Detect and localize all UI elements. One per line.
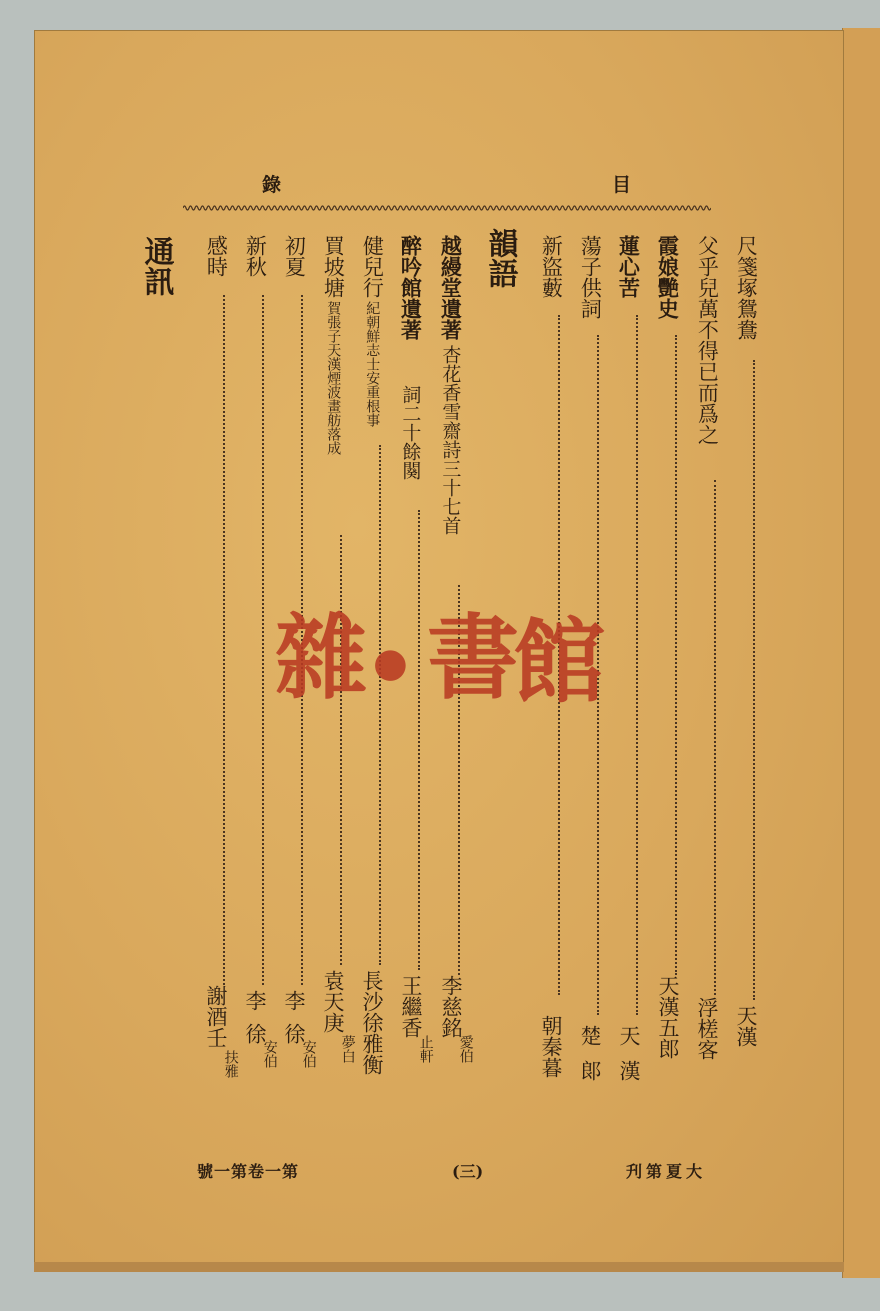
wavy-divider [183,203,711,213]
adjacent-page-edge [842,28,880,1278]
footer-publication: 刋第夏大 [626,1162,707,1181]
entry-author-style-name: 扶雅 [222,1050,239,1078]
toc-entry [618,235,654,1105]
toc-entry [657,235,693,1105]
entry-author: 李徐 [282,990,307,1056]
entry-title: 越縵堂遺著 [438,235,464,340]
entry-author: 天漢五郎 [656,975,681,1059]
leader-dots [753,360,755,1000]
entry-subtitle: 紀朝鮮志士安重根事 [364,301,381,427]
entry-author-style-name: 安伯 [300,1040,317,1068]
entry-title: 初夏 [282,235,307,277]
entry-author: 李慈銘 [439,975,464,1038]
entry-title: 蕩子供詞 [578,235,603,319]
leader-dots [714,480,716,995]
entry-title: 尺箋塚鴛鴦 [734,235,759,340]
footer-issue: 號一第卷一第 [197,1162,300,1181]
header-left: 錄 [262,174,282,196]
entry-author: 楚郞 [578,1025,603,1095]
toc-entry [205,235,241,1105]
header-right: 目 [612,174,632,196]
entry-title: 霞娘艷史 [655,235,681,319]
entry-author: 天漢 [617,1025,642,1095]
entry-title: 感時 [204,235,229,277]
entry-author: 李徐 [243,990,268,1056]
entry-title: 新秋 [243,235,268,277]
entry-author: 朝秦暮 [539,1015,564,1078]
entry-title: 買坡塘 [321,235,346,298]
entry-title: 新盜藪 [539,235,564,298]
page-bottom-edge [34,1262,844,1272]
entry-subtitle: 賀張子天漢煙波畫舫落成 [325,301,342,455]
stamp-char-2: 書 [427,604,520,712]
stamp-char-1: 雜 [275,604,368,712]
stamp-dot: ● [373,639,408,686]
entry-title: 蓮心苦 [616,235,642,298]
footer-page-number: (三) [452,1162,484,1181]
entry-title: 醉吟館遺著 [398,235,424,340]
entry-subtitle: 詞二十餘闋 [399,385,422,480]
stamp-char-3: 館 [513,608,605,716]
entry-author-style-name: 止軒 [417,1035,434,1063]
leader-dots [262,295,264,985]
entry-author: 王繼香 [399,975,424,1038]
leader-dots [223,295,225,985]
entry-author-style-name: 夢白 [339,1035,356,1063]
leader-dots [675,335,677,975]
section-heading-tongxun: 通訊 [138,236,174,296]
section-heading-yunyu: 韻語 [482,228,518,288]
entry-title: 父乎兒萬不得已而爲之 [695,235,720,445]
toc-entry [696,235,732,1105]
entry-author-style-name: 愛伯 [457,1035,474,1063]
entry-title: 健兒行 [360,235,385,298]
entry-author: 袁天庚 [321,970,346,1033]
entry-author: 長沙徐雅衡 [360,970,385,1075]
leader-dots [636,315,638,1015]
library-stamp [275,598,605,718]
entry-author: 浮槎客 [695,997,720,1060]
entry-subtitle: 杏花香雪齋詩三十七首 [439,345,462,535]
entry-author: 謝酒壬 [204,985,229,1048]
entry-author: 天漢 [734,1005,759,1047]
entry-author-style-name: 安伯 [261,1040,278,1068]
leader-dots [418,510,420,970]
toc-entry [735,235,771,1105]
